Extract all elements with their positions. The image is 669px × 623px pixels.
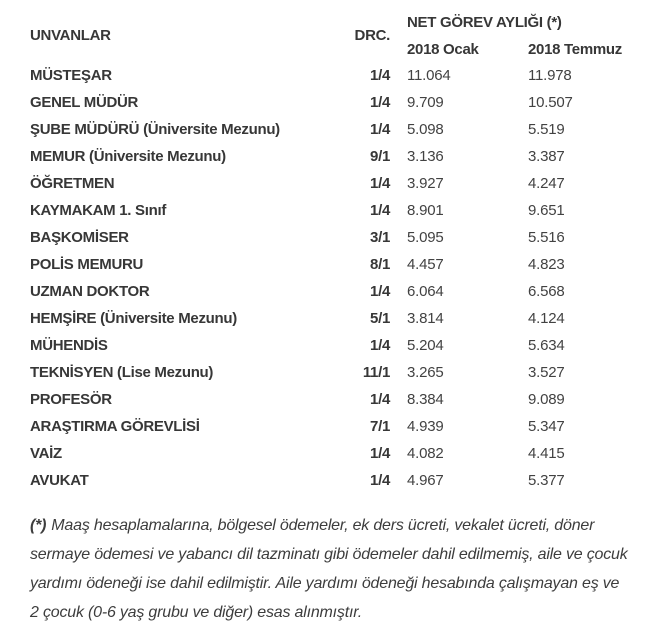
table-row — [30, 251, 649, 278]
cell-jan: 4.939 — [407, 418, 444, 435]
cell-jan: 11.064 — [407, 67, 451, 84]
cell-jul: 5.347 — [528, 418, 565, 435]
table-row — [30, 440, 649, 467]
table-row — [30, 89, 649, 116]
cell-grade: 5/1 — [370, 310, 390, 327]
cell-jul: 3.387 — [528, 148, 565, 165]
cell-title: GENEL MÜDÜR — [30, 94, 139, 111]
cell-jul: 4.415 — [528, 445, 565, 462]
cell-jan: 8.384 — [407, 391, 444, 408]
cell-jan: 8.901 — [407, 202, 444, 219]
cell-grade: 1/4 — [370, 391, 390, 408]
cell-grade: 1/4 — [370, 121, 390, 138]
cell-title: AVUKAT — [30, 472, 89, 489]
cell-jan: 3.265 — [407, 364, 444, 381]
table-row — [30, 386, 649, 413]
cell-jan: 3.814 — [407, 310, 444, 327]
cell-jul: 11.978 — [528, 67, 572, 84]
cell-grade: 8/1 — [370, 256, 390, 273]
cell-grade: 1/4 — [370, 67, 390, 84]
cell-title: BAŞKOMİSER — [30, 229, 129, 246]
cell-grade: 1/4 — [370, 472, 390, 489]
column-header-2018-temmuz: 2018 Temmuz — [528, 40, 622, 58]
cell-grade: 1/4 — [370, 337, 390, 354]
cell-jan: 4.967 — [407, 472, 444, 489]
cell-grade: 7/1 — [370, 418, 390, 435]
cell-grade: 3/1 — [370, 229, 390, 246]
table-row — [30, 224, 649, 251]
table-row — [30, 305, 649, 332]
cell-grade: 11/1 — [362, 364, 390, 381]
cell-jan: 4.082 — [407, 445, 444, 462]
cell-title: KAYMAKAM 1. Sınıf — [30, 202, 167, 219]
cell-jul: 9.089 — [528, 391, 565, 408]
cell-title: ŞUBE MÜDÜRÜ (Üniversite Mezunu) — [30, 121, 280, 138]
cell-jan: 5.095 — [407, 229, 444, 246]
cell-title: MÜSTEŞAR — [30, 67, 112, 84]
table-row — [30, 62, 649, 89]
cell-grade: 9/1 — [370, 148, 390, 165]
cell-title: MÜHENDİS — [30, 337, 108, 354]
table-row — [30, 116, 649, 143]
cell-grade: 1/4 — [370, 202, 390, 219]
table-row — [30, 197, 649, 224]
cell-jan: 6.064 — [407, 283, 444, 300]
table-body — [30, 62, 649, 494]
cell-title: PROFESÖR — [30, 391, 112, 408]
footnote — [30, 511, 632, 623]
cell-title: POLİS MEMURU — [30, 256, 144, 273]
cell-title: MEMUR (Üniversite Mezunu) — [30, 148, 226, 165]
table-row — [30, 332, 649, 359]
cell-title: ARAŞTIRMA GÖREVLİSİ — [30, 418, 200, 435]
cell-jul: 5.519 — [528, 121, 565, 138]
cell-jul: 5.377 — [528, 472, 565, 489]
cell-jan: 5.204 — [407, 337, 444, 354]
cell-grade: 1/4 — [370, 175, 390, 192]
table-row — [30, 359, 649, 386]
cell-title: ÖĞRETMEN — [30, 175, 115, 192]
table-row — [30, 278, 649, 305]
cell-jan: 3.136 — [407, 148, 444, 165]
footnote-text: Maaş hesaplamalarına, bölgesel ödemeler, ek ders ücreti, vekalet ücreti, döner sermaye ödemesi ve yabancı dil tazminatı gibi ödemeler dahil edilmemiş, aile ve çocuk yardımı ödeneği ise dahil edilmiştir. Aile yardımı ödeneği hesabında çalışmayan eş ve 2 çocuk (0-6 yaş grubu ve diğer) esas alınmıştır. — [30, 517, 628, 621]
column-group-header-net-gorev-ayligi: NET GÖREV AYLIĞI (*) — [407, 13, 562, 31]
cell-title: HEMŞİRE (Üniversite Mezunu) — [30, 310, 237, 327]
cell-jul: 6.568 — [528, 283, 565, 300]
column-header-2018-ocak: 2018 Ocak — [407, 40, 479, 58]
table-row — [30, 143, 649, 170]
cell-title: UZMAN DOKTOR — [30, 283, 150, 300]
cell-jul: 4.823 — [528, 256, 565, 273]
cell-title: TEKNİSYEN (Lise Mezunu) — [30, 364, 214, 381]
cell-jul: 4.124 — [528, 310, 565, 327]
column-header-unvanlar: UNVANLAR — [30, 26, 111, 44]
cell-jul: 3.527 — [528, 364, 565, 381]
cell-jul: 5.634 — [528, 337, 565, 354]
cell-jan: 4.457 — [407, 256, 444, 273]
cell-title: VAİZ — [30, 445, 62, 462]
cell-jul: 4.247 — [528, 175, 565, 192]
cell-grade: 1/4 — [370, 94, 390, 111]
cell-grade: 1/4 — [370, 283, 390, 300]
table-header — [30, 8, 649, 62]
table-row — [30, 413, 649, 440]
cell-jul: 10.507 — [528, 94, 573, 111]
table-row — [30, 170, 649, 197]
footnote-marker: (*) — [30, 517, 47, 534]
cell-jan: 3.927 — [407, 175, 444, 192]
cell-jan: 9.709 — [407, 94, 444, 111]
column-header-drc: DRC. — [354, 26, 390, 44]
cell-grade: 1/4 — [370, 445, 390, 462]
cell-jul: 9.651 — [528, 202, 565, 219]
salary-table — [30, 8, 649, 494]
cell-jul: 5.516 — [528, 229, 565, 246]
table-row — [30, 467, 649, 494]
cell-jan: 5.098 — [407, 121, 444, 138]
